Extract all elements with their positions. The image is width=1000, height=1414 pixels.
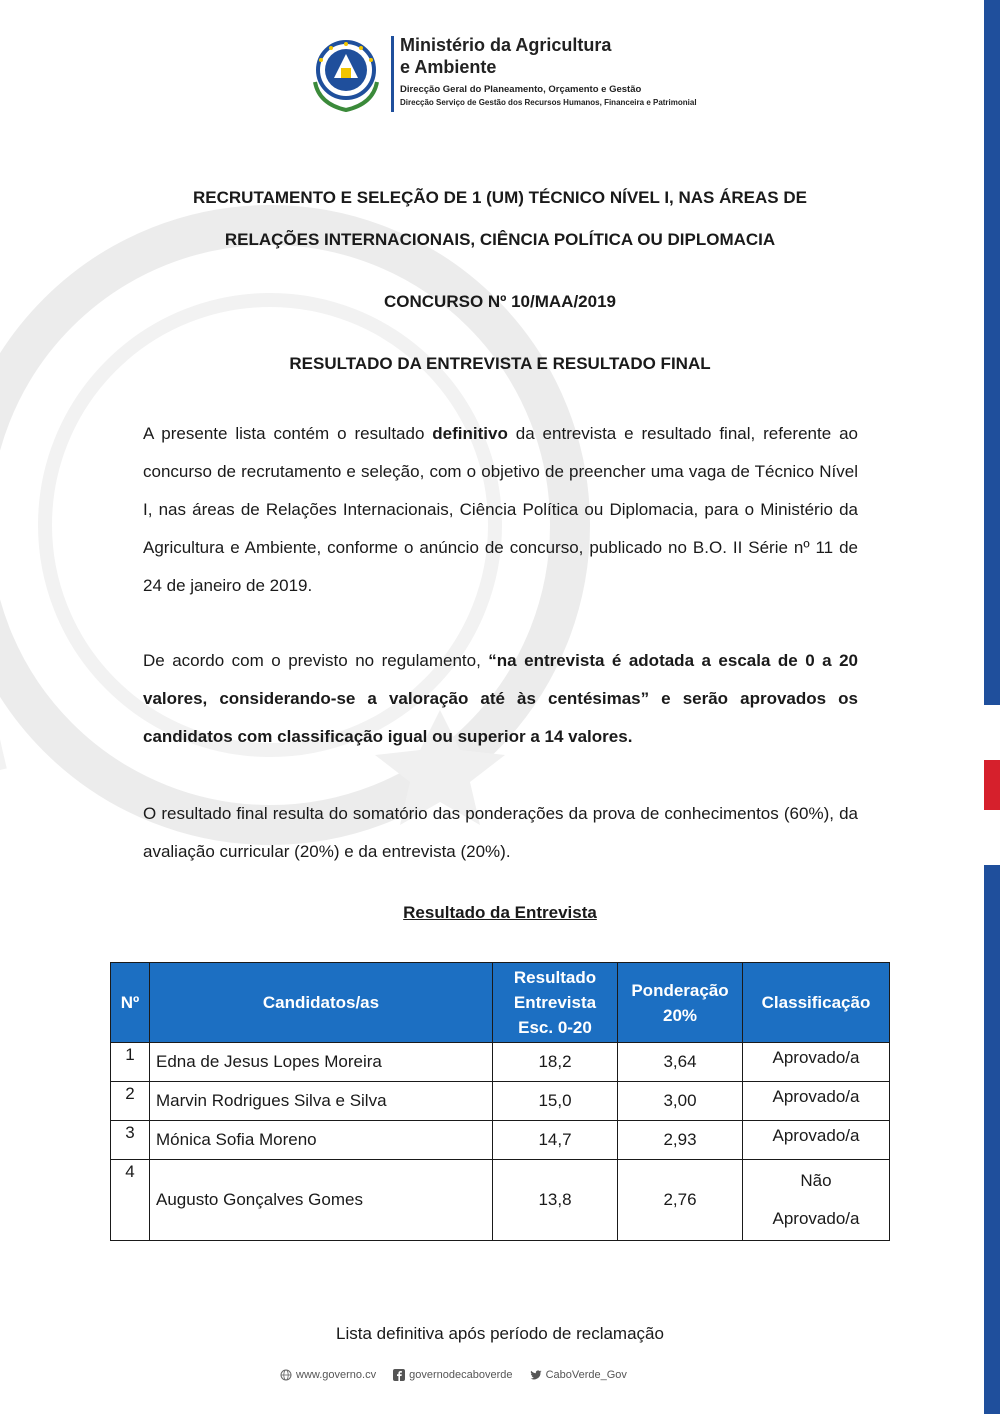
interview-result-heading: Resultado da Entrevista bbox=[403, 903, 597, 922]
contest-number: CONCURSO Nº 10/MAA/2019 bbox=[384, 292, 616, 311]
social-links bbox=[280, 1369, 720, 1389]
final-result-paragraph: O resultado final resulta do somatório das ponderações da prova de conhecimentos (60%), da avaliação curricular (20%) e da entrevista (20%). bbox=[143, 804, 858, 861]
table-row bbox=[111, 1082, 890, 1121]
document-title-line-1: RECRUTAMENTO E SELEÇÃO DE 1 (UM) TÉCNICO NÍVEL I, NAS ÁREAS DE bbox=[193, 188, 807, 207]
coat-of-arms-logo bbox=[305, 32, 387, 114]
table-row bbox=[111, 1160, 890, 1241]
regulation-paragraph: De acordo com o previsto no regulamento, “na entrevista é adotada a escala de 0 a 20 valores, considerando-se a valoração até às centésimas” e serão aprovados os candidatos com classificação igual ou superior a 14 valores. bbox=[143, 651, 858, 746]
directorate-line-2: Direcção Serviço de Gestão dos Recursos Humanos, Financeira e Patrimonial bbox=[400, 98, 697, 107]
candidate-name: Edna de Jesus Lopes Moreira bbox=[150, 1043, 493, 1082]
intro-paragraph: A presente lista contém o resultado definitivo da entrevista e resultado final, referente ao concurso de recrutamento e seleção, com o objetivo de preencher uma vaga de Técnico Nível I, nas áreas de Relações Internacionais, Ciência Política ou Diplomacia, para o Ministério da Agricultura e Ambiente, conforme o anúncio de concurso, publicado no B.O. II Série nº 11 de 24 de janeiro de 2019. bbox=[143, 424, 858, 595]
twitter-link[interactable]: CaboVerde_Gov bbox=[530, 1369, 627, 1381]
result-heading: RESULTADO DA ENTREVISTA E RESULTADO FINAL bbox=[289, 354, 711, 373]
interview-score: 18,2 bbox=[493, 1043, 618, 1082]
header-weighting: Ponderação 20% bbox=[618, 963, 743, 1043]
interview-score: 15,0 bbox=[493, 1082, 618, 1121]
weighted-score: 2,93 bbox=[618, 1121, 743, 1160]
interview-score: 14,7 bbox=[493, 1121, 618, 1160]
document-title-line-2: RELAÇÕES INTERNACIONAIS, CIÊNCIA POLÍTICA OU DIPLOMACIA bbox=[224, 230, 776, 249]
weighted-score: 3,64 bbox=[618, 1043, 743, 1082]
header-number: Nº bbox=[111, 963, 150, 1043]
row-number: 2 bbox=[111, 1082, 150, 1121]
globe-icon bbox=[280, 1369, 292, 1381]
side-accent-bar-red bbox=[984, 760, 1000, 810]
header-candidates: Candidatos/as bbox=[150, 963, 493, 1043]
letterhead bbox=[305, 32, 705, 122]
footer-note: Lista definitiva após período de reclamação bbox=[336, 1324, 664, 1343]
directorate-line-1: Direcção Geral do Planeamento, Orçamento e Gestão bbox=[400, 84, 642, 95]
interview-results-table bbox=[110, 962, 890, 1241]
interview-score: 13,8 bbox=[493, 1160, 618, 1241]
candidate-name: Mónica Sofia Moreno bbox=[150, 1121, 493, 1160]
facebook-icon bbox=[393, 1369, 405, 1381]
letterhead-divider bbox=[391, 36, 394, 112]
candidate-name: Augusto Gonçalves Gomes bbox=[150, 1160, 493, 1241]
candidate-name: Marvin Rodrigues Silva e Silva bbox=[150, 1082, 493, 1121]
side-accent-bar-blue-top bbox=[984, 0, 1000, 705]
weighted-score: 2,76 bbox=[618, 1160, 743, 1241]
website-link[interactable]: www.governo.cv bbox=[280, 1369, 379, 1381]
side-accent-bar-blue-bottom bbox=[984, 865, 1000, 1414]
row-number: 1 bbox=[111, 1043, 150, 1082]
header-interview-result: Resultado Entrevista Esc. 0-20 bbox=[493, 963, 618, 1043]
twitter-icon bbox=[530, 1369, 542, 1381]
classification: Aprovado/a bbox=[743, 1082, 890, 1121]
table-row bbox=[111, 1043, 890, 1082]
facebook-link[interactable]: governodecaboverde bbox=[393, 1369, 515, 1381]
ministry-name: Ministério da Agricultura e Ambiente bbox=[400, 35, 612, 77]
row-number: 4 bbox=[111, 1160, 150, 1241]
table-header-row bbox=[111, 963, 890, 1043]
classification: Não Aprovado/a bbox=[743, 1160, 890, 1241]
row-number: 3 bbox=[111, 1121, 150, 1160]
header-classification: Classificação bbox=[743, 963, 890, 1043]
table-row bbox=[111, 1121, 890, 1160]
classification: Aprovado/a bbox=[743, 1121, 890, 1160]
classification: Aprovado/a bbox=[743, 1043, 890, 1082]
weighted-score: 3,00 bbox=[618, 1082, 743, 1121]
